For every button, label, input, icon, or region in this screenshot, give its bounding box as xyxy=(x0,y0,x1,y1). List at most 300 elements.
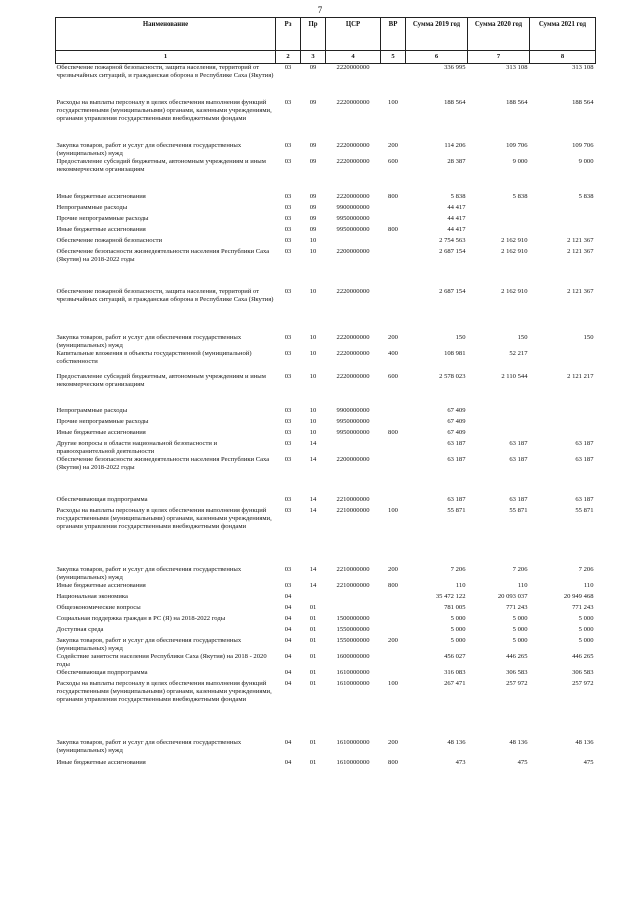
row-csr: 2220000000 xyxy=(336,158,370,165)
row-name: Непрограммные расходы xyxy=(56,204,128,211)
table-row xyxy=(56,669,596,680)
row-csr xyxy=(326,237,381,248)
row-sum-2020: 7 206 xyxy=(512,566,528,573)
row-pr: 09 xyxy=(309,215,317,222)
row-name: Обеспечивающая подпрограмма xyxy=(56,669,148,676)
row-sum-2020: 48 136 xyxy=(509,739,528,746)
row-sum-2021: 257 972 xyxy=(572,680,594,687)
row-rz: 03 xyxy=(284,407,292,414)
row-name: Закупка товаров, работ и услуг для обеспечения государственных (муниципальных) нужд xyxy=(56,334,242,349)
table-row xyxy=(56,604,596,615)
row-csr: 2210000000 xyxy=(336,507,370,514)
row-pr: 14 xyxy=(309,456,317,463)
row-csr: 1550000000 xyxy=(336,626,370,633)
table-row xyxy=(56,759,596,770)
row-sum-2020 xyxy=(468,407,530,418)
table-row xyxy=(56,653,596,669)
row-sum-2020: 2 162 910 xyxy=(501,237,528,244)
row-vr xyxy=(381,248,406,288)
row-csr: 9950000000 xyxy=(336,226,370,233)
row-rz: 03 xyxy=(284,237,292,244)
row-rz: 03 xyxy=(284,64,292,71)
row-vr: 600 xyxy=(388,373,398,380)
budget-table xyxy=(55,17,596,770)
table-row xyxy=(56,99,596,142)
row-sum-2020: 55 871 xyxy=(509,507,528,514)
row-pr: 01 xyxy=(309,637,317,644)
row-pr: 10 xyxy=(309,407,317,414)
row-sum-2021 xyxy=(530,204,596,215)
table-row xyxy=(56,237,596,248)
table-row xyxy=(56,248,596,288)
row-pr: 14 xyxy=(309,440,317,447)
row-csr: 9900000000 xyxy=(336,407,370,414)
row-sum-2021: 7 206 xyxy=(578,566,594,573)
row-sum-2019: 108 981 xyxy=(444,350,466,357)
row-sum-2019: 63 187 xyxy=(447,456,466,463)
table-row xyxy=(56,193,596,204)
table-row xyxy=(56,680,596,739)
row-name: Иные бюджетные ассигнования xyxy=(56,226,146,233)
row-name: Расходы на выплаты персоналу в целях обеспечения выполнения функций государственными (муниципальными) органами, казенными учреждениями, органами управления государственными внебюджетными фондами xyxy=(56,680,272,703)
row-sum-2020: 306 583 xyxy=(506,669,528,676)
row-sum-2019: 5 000 xyxy=(450,626,466,633)
row-csr: 1600000000 xyxy=(336,653,370,660)
row-sum-2020: 52 217 xyxy=(509,350,528,357)
table-row xyxy=(56,350,596,373)
row-csr xyxy=(326,604,381,615)
row-csr: 1610000000 xyxy=(336,669,370,676)
row-csr: 2220000000 xyxy=(336,193,370,200)
row-pr: 10 xyxy=(309,373,317,380)
header-2020: Сумма 2020 год xyxy=(468,18,530,51)
table-row xyxy=(56,288,596,334)
table-row xyxy=(56,440,596,456)
row-csr xyxy=(326,440,381,456)
row-name: Закупка товаров, работ и услуг для обеспечения государственных (муниципальных) нужд xyxy=(56,739,242,754)
row-pr: 09 xyxy=(309,226,317,233)
row-vr: 800 xyxy=(388,193,398,200)
row-sum-2020: 2 110 544 xyxy=(501,373,528,380)
row-name: Закупка товаров, работ и услуг для обеспечения государственных (муниципальных) нужд xyxy=(56,637,242,652)
row-name: Иные бюджетные ассигнования xyxy=(56,429,146,436)
row-vr xyxy=(381,407,406,418)
row-sum-2019: 44 417 xyxy=(447,204,466,211)
row-sum-2019: 473 xyxy=(455,759,466,766)
row-sum-2020: 313 108 xyxy=(506,64,528,71)
row-csr: 2220000000 xyxy=(336,142,370,149)
row-rz: 04 xyxy=(284,739,292,746)
row-name: Прочие непрограммные расходы xyxy=(56,215,149,222)
row-pr: 10 xyxy=(309,429,317,436)
table-row xyxy=(56,429,596,440)
row-sum-2021: 20 949 468 xyxy=(563,593,594,600)
row-sum-2020: 20 093 037 xyxy=(497,593,528,600)
row-vr xyxy=(381,440,406,456)
row-name: Иные бюджетные ассигнования xyxy=(56,193,146,200)
row-sum-2019: 67 409 xyxy=(447,407,466,414)
row-name: Непрограммные расходы xyxy=(56,407,128,414)
row-rz: 03 xyxy=(284,288,292,295)
row-rz: 04 xyxy=(284,653,292,660)
row-sum-2019: 55 871 xyxy=(447,507,466,514)
row-name: Иные бюджетные ассигнования xyxy=(56,582,146,589)
row-csr: 9950000000 xyxy=(336,418,370,425)
row-csr: 1610000000 xyxy=(336,680,370,687)
row-name: Обеспечение пожарной безопасности, защита населения, территорий от чрезвычайных ситуаций, и гражданская оборона в Республике Саха (Якутия) xyxy=(56,288,274,303)
row-sum-2021 xyxy=(530,418,596,429)
row-csr: 2220000000 xyxy=(336,373,370,380)
row-sum-2020 xyxy=(468,215,530,226)
header-rz: Рз xyxy=(276,18,301,51)
row-rz: 04 xyxy=(284,626,292,633)
row-sum-2019: 5 000 xyxy=(450,637,466,644)
row-vr: 800 xyxy=(388,582,398,589)
column-number: 2 xyxy=(276,51,301,64)
table-row xyxy=(56,739,596,759)
row-rz: 03 xyxy=(284,248,292,255)
row-pr: 09 xyxy=(309,158,317,165)
row-sum-2019: 67 409 xyxy=(447,418,466,425)
row-sum-2020: 150 xyxy=(517,334,528,341)
row-sum-2019: 7 206 xyxy=(450,566,466,573)
table-row xyxy=(56,496,596,507)
table-row xyxy=(56,418,596,429)
row-sum-2021: 2 121 367 xyxy=(567,237,594,244)
row-sum-2019: 35 472 122 xyxy=(435,593,466,600)
row-sum-2021 xyxy=(530,429,596,440)
row-sum-2021: 63 187 xyxy=(575,456,594,463)
row-sum-2021: 2 121 217 xyxy=(567,373,594,380)
row-sum-2020 xyxy=(468,418,530,429)
row-vr: 200 xyxy=(388,142,398,149)
row-sum-2019: 63 187 xyxy=(447,440,466,447)
row-rz: 03 xyxy=(284,215,292,222)
row-sum-2021: 2 121 367 xyxy=(567,288,594,295)
row-sum-2021: 5 838 xyxy=(578,193,594,200)
row-csr: 2220000000 xyxy=(336,350,370,357)
column-number: 3 xyxy=(301,51,326,64)
row-name: Иные бюджетные ассигнования xyxy=(56,759,146,766)
row-rz: 03 xyxy=(284,456,292,463)
row-vr: 200 xyxy=(388,739,398,746)
row-name: Социальная поддержка граждан в РС (Я) на 2018-2022 годы xyxy=(56,615,226,622)
row-sum-2021: 110 xyxy=(583,582,594,589)
row-pr: 01 xyxy=(309,626,317,633)
row-vr xyxy=(381,626,406,637)
table-row xyxy=(56,142,596,158)
row-sum-2020: 109 706 xyxy=(506,142,528,149)
row-rz: 03 xyxy=(284,158,292,165)
table-row xyxy=(56,566,596,582)
row-name: Обеспечение безопасности жизнедеятельности населения Республики Саха (Якутия) на 2018-2022 годы xyxy=(56,456,270,471)
row-sum-2020: 63 187 xyxy=(509,496,528,503)
row-sum-2019: 336 995 xyxy=(444,64,466,71)
row-vr: 100 xyxy=(388,680,398,687)
row-sum-2020: 63 187 xyxy=(509,440,528,447)
page-number: 7 xyxy=(317,5,323,15)
table-row xyxy=(56,373,596,407)
row-vr: 200 xyxy=(388,637,398,644)
row-csr: 2210000000 xyxy=(336,566,370,573)
table-row xyxy=(56,64,596,100)
row-vr: 200 xyxy=(388,566,398,573)
row-vr xyxy=(381,456,406,496)
row-vr xyxy=(381,604,406,615)
row-pr: 01 xyxy=(309,669,317,676)
row-sum-2019: 781 005 xyxy=(444,604,466,611)
row-vr xyxy=(381,653,406,669)
row-vr xyxy=(381,615,406,626)
row-sum-2021: 63 187 xyxy=(575,496,594,503)
row-csr xyxy=(326,593,381,604)
header-vr: ВР xyxy=(381,18,406,51)
row-vr: 600 xyxy=(388,158,398,165)
table-row xyxy=(56,226,596,237)
row-vr xyxy=(381,288,406,334)
row-sum-2019: 5 838 xyxy=(450,193,466,200)
row-sum-2019: 44 417 xyxy=(447,215,466,222)
row-vr: 400 xyxy=(388,350,398,357)
row-name: Обеспечение пожарной безопасности xyxy=(56,237,163,244)
row-sum-2019: 114 206 xyxy=(444,142,466,149)
row-vr xyxy=(381,64,406,100)
row-sum-2021: 5 000 xyxy=(578,626,594,633)
row-rz: 03 xyxy=(284,507,292,514)
row-name: Расходы на выплаты персоналу в целях обеспечения выполнения функций государственными (муниципальными) органами, казенными учреждениями, органами управления государственными внебюджетными фондами xyxy=(56,507,272,530)
row-rz: 04 xyxy=(284,593,292,600)
header-pr: Пр xyxy=(301,18,326,51)
row-sum-2019: 316 083 xyxy=(444,669,466,676)
row-sum-2020: 9 000 xyxy=(512,158,528,165)
row-vr: 800 xyxy=(388,226,398,233)
row-csr: 1610000000 xyxy=(336,759,370,766)
row-name: Капитальные вложения в объекты государственной (муниципальной) собственности xyxy=(56,350,252,365)
row-name: Другие вопросы в области национальной безопасности и правоохранительной деятельности xyxy=(56,440,218,455)
row-vr: 100 xyxy=(388,99,398,106)
row-sum-2020: 475 xyxy=(517,759,528,766)
row-rz: 04 xyxy=(284,604,292,611)
row-csr: 2200000000 xyxy=(336,456,370,463)
row-sum-2020: 2 162 910 xyxy=(501,288,528,295)
row-pr: 09 xyxy=(309,204,317,211)
row-pr: 10 xyxy=(309,334,317,341)
row-sum-2021: 771 243 xyxy=(572,604,594,611)
row-name: Обеспечение пожарной безопасности, защита населения, территорий от чрезвычайных ситуаций, и гражданская оборона в Республике Саха (Якутия) xyxy=(56,64,274,79)
row-sum-2019: 2 687 154 xyxy=(439,248,466,255)
row-pr: 09 xyxy=(309,64,317,71)
row-csr: 9950000000 xyxy=(336,215,370,222)
row-rz: 03 xyxy=(284,99,292,106)
row-name: Закупка товаров, работ и услуг для обеспечения государственных (муниципальных) нужд xyxy=(56,142,242,157)
row-pr: 14 xyxy=(309,496,317,503)
row-sum-2019: 67 409 xyxy=(447,429,466,436)
row-vr: 800 xyxy=(388,429,398,436)
table-row xyxy=(56,637,596,653)
row-pr: 01 xyxy=(309,615,317,622)
table-row xyxy=(56,615,596,626)
row-sum-2021: 63 187 xyxy=(575,440,594,447)
row-pr: 01 xyxy=(309,739,317,746)
row-sum-2019: 44 417 xyxy=(447,226,466,233)
row-rz: 04 xyxy=(284,669,292,676)
row-name: Предоставление субсидий бюджетным, автономным учреждениям и иным некоммерческим организациям xyxy=(56,373,266,388)
row-sum-2020: 110 xyxy=(517,582,528,589)
header-csr: ЦСР xyxy=(326,18,381,51)
row-pr: 10 xyxy=(309,248,317,255)
row-sum-2021: 9 000 xyxy=(578,158,594,165)
row-rz: 03 xyxy=(284,204,292,211)
table-row xyxy=(56,582,596,593)
row-pr: 10 xyxy=(309,350,317,357)
row-sum-2020: 446 265 xyxy=(506,653,528,660)
row-rz: 03 xyxy=(284,496,292,503)
row-name: Закупка товаров, работ и услуг для обеспечения государственных (муниципальных) нужд xyxy=(56,566,242,581)
row-name: Обеспечение безопасности жизнедеятельности населения Республики Саха (Якутия) на 2018-2022 годы xyxy=(56,248,270,263)
row-sum-2019: 110 xyxy=(455,582,466,589)
row-sum-2021 xyxy=(530,226,596,237)
row-sum-2019: 267 471 xyxy=(444,680,466,687)
row-vr xyxy=(381,418,406,429)
row-sum-2019: 2 687 154 xyxy=(439,288,466,295)
header-2019: Сумма 2019 год xyxy=(406,18,468,51)
row-csr: 1610000000 xyxy=(336,739,370,746)
row-sum-2020 xyxy=(468,226,530,237)
row-sum-2020: 5 838 xyxy=(512,193,528,200)
row-csr: 2220000000 xyxy=(336,64,370,71)
row-pr xyxy=(301,593,326,604)
row-sum-2021 xyxy=(530,215,596,226)
row-sum-2020 xyxy=(468,429,530,440)
row-vr xyxy=(381,237,406,248)
row-pr: 09 xyxy=(309,193,317,200)
row-rz: 04 xyxy=(284,615,292,622)
row-sum-2021: 109 706 xyxy=(572,142,594,149)
row-sum-2021: 5 000 xyxy=(578,615,594,622)
row-name: Доступная среда xyxy=(56,626,104,633)
row-sum-2020: 188 564 xyxy=(506,99,528,106)
row-pr: 14 xyxy=(309,582,317,589)
table-row xyxy=(56,204,596,215)
row-name: Общеэкономические вопросы xyxy=(56,604,141,611)
row-rz: 03 xyxy=(284,566,292,573)
row-sum-2019: 2 754 563 xyxy=(439,237,466,244)
column-number: 6 xyxy=(406,51,468,64)
table-row xyxy=(56,158,596,193)
row-sum-2021: 475 xyxy=(583,759,594,766)
row-pr: 01 xyxy=(309,680,317,687)
row-rz: 04 xyxy=(284,637,292,644)
row-name: Прочие непрограммные расходы xyxy=(56,418,149,425)
table-row xyxy=(56,456,596,496)
row-sum-2021: 150 xyxy=(583,334,594,341)
row-vr xyxy=(381,496,406,507)
row-sum-2021 xyxy=(530,407,596,418)
row-rz: 03 xyxy=(284,373,292,380)
row-sum-2020: 771 243 xyxy=(506,604,528,611)
row-sum-2021: 306 583 xyxy=(572,669,594,676)
column-number: 7 xyxy=(468,51,530,64)
row-rz: 03 xyxy=(284,440,292,447)
row-rz: 03 xyxy=(284,418,292,425)
row-pr: 14 xyxy=(309,507,317,514)
row-sum-2020: 5 000 xyxy=(512,626,528,633)
column-number: 1 xyxy=(56,51,276,64)
row-sum-2019: 188 564 xyxy=(444,99,466,106)
row-vr xyxy=(381,669,406,680)
row-pr: 01 xyxy=(309,759,317,766)
row-name: Национальная экономика xyxy=(56,593,128,600)
row-vr: 100 xyxy=(388,507,398,514)
row-sum-2021: 5 000 xyxy=(578,637,594,644)
row-pr: 01 xyxy=(309,653,317,660)
row-sum-2020 xyxy=(468,204,530,215)
row-csr: 2210000000 xyxy=(336,582,370,589)
row-rz: 04 xyxy=(284,759,292,766)
row-sum-2020: 257 972 xyxy=(506,680,528,687)
header-2021: Сумма 2021 год xyxy=(530,18,596,51)
row-rz: 04 xyxy=(284,680,292,687)
row-name: Обеспечивающая подпрограмма xyxy=(56,496,148,503)
row-csr: 2200000000 xyxy=(336,248,370,255)
row-rz: 03 xyxy=(284,350,292,357)
row-sum-2019: 150 xyxy=(455,334,466,341)
row-pr: 10 xyxy=(309,237,317,244)
column-number: 5 xyxy=(381,51,406,64)
header-name: Наименование xyxy=(56,18,276,51)
row-sum-2019: 456 027 xyxy=(444,653,466,660)
table-row xyxy=(56,407,596,418)
row-sum-2020: 5 000 xyxy=(512,637,528,644)
row-csr: 9950000000 xyxy=(336,429,370,436)
row-csr: 2220000000 xyxy=(336,288,370,295)
row-rz: 03 xyxy=(284,142,292,149)
row-sum-2021: 55 871 xyxy=(575,507,594,514)
row-csr: 9900000000 xyxy=(336,204,370,211)
row-pr: 10 xyxy=(309,288,317,295)
table-row xyxy=(56,334,596,350)
row-name: Предоставление субсидий бюджетным, автономным учреждениям и иным некоммерческим организациям xyxy=(56,158,266,173)
row-pr: 01 xyxy=(309,604,317,611)
row-vr xyxy=(381,593,406,604)
header-row xyxy=(56,18,596,51)
row-vr: 200 xyxy=(388,334,398,341)
row-csr: 2220000000 xyxy=(336,334,370,341)
row-sum-2020: 63 187 xyxy=(509,456,528,463)
row-sum-2021: 313 108 xyxy=(572,64,594,71)
row-csr: 1550000000 xyxy=(336,637,370,644)
table-row xyxy=(56,215,596,226)
row-rz: 03 xyxy=(284,582,292,589)
column-number: 4 xyxy=(326,51,381,64)
row-csr: 2220000000 xyxy=(336,99,370,106)
column-number-row xyxy=(56,51,596,64)
row-sum-2019: 5 000 xyxy=(450,615,466,622)
row-pr: 09 xyxy=(309,99,317,106)
row-pr: 14 xyxy=(309,566,317,573)
table-row xyxy=(56,507,596,566)
table-row xyxy=(56,626,596,637)
row-sum-2021: 48 136 xyxy=(575,739,594,746)
row-name: Содействие занятости населения Республики Саха (Якутия) на 2018 - 2020 годы xyxy=(56,653,267,668)
row-rz: 03 xyxy=(284,429,292,436)
row-name: Расходы на выплаты персоналу в целях обеспечения выполнения функций государственными (муниципальными) органами, казенными учреждениями, органами управления государственными внебюджетными фондами xyxy=(56,99,272,122)
row-pr: 10 xyxy=(309,418,317,425)
row-rz: 03 xyxy=(284,226,292,233)
row-sum-2019: 63 187 xyxy=(447,496,466,503)
row-rz: 03 xyxy=(284,334,292,341)
row-sum-2021: 2 121 367 xyxy=(567,248,594,255)
